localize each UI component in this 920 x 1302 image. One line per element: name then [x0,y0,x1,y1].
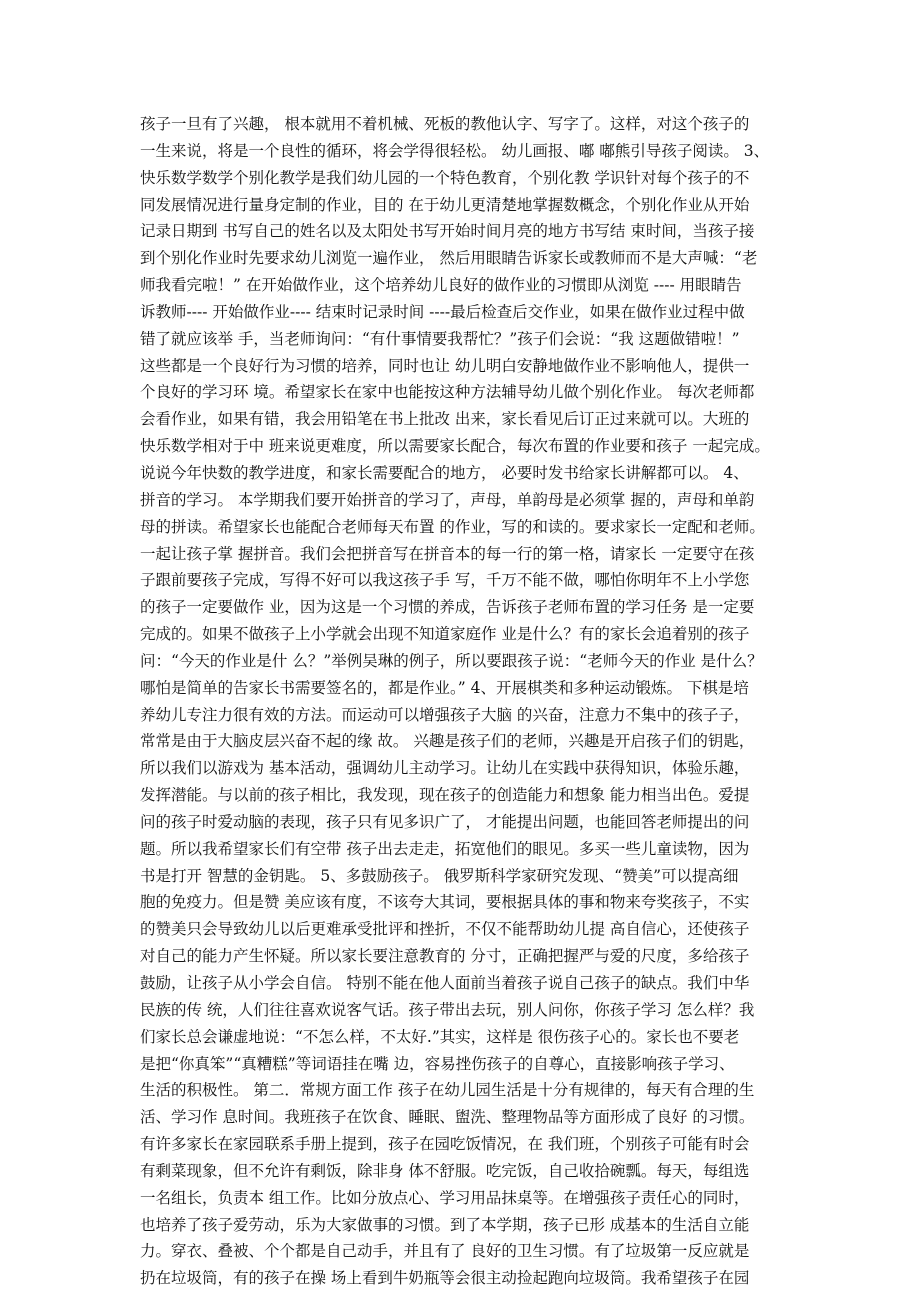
text-line: 胞的免疫力。但是赞 美应该有度，不该夸大其词，要根据具体的事和物来夸奖孩子，不实 [140,893,750,912]
text-line: 孩子一旦有了兴趣， 根本就用不着机械、死板的教他认字、写字了。这样，对这个孩子的 [140,115,750,133]
text-line: 生活的积极性。 第二．常规方面工作 孩子在幼儿园生活是十分有规律的，每天有合理的生 [140,1081,755,1100]
text-line: 力。穿衣、叠被、个个都是自己动手，并且有了 良好的卫生习惯。有了垃圾第一反应就是 [140,1242,750,1261]
text-line: 的孩子一定要做作 业，因为这是一个习惯的养成，告诉孩子老师布置的学习任务 是一定要 [140,598,755,617]
text-line: 民族的传 统，人们往往喜欢说客气话。孩子带出去玩，别人问你，你孩子学习 怎么样？我 [140,1000,755,1019]
text-line: 一起让孩子掌 握拼音。我们会把拼音写在拼音本的每一行的第一格，请家长 一定要守在孩 [140,544,755,563]
text-line: 哪怕是简单的告家长书需要签名的，都是作业。” 4、开展棋类和多种运动锻炼。 下棋是培 [140,678,749,697]
text-line: 活、学习作 息时间。我班孩子在饮食、睡眠、盥洗、整理物品等方面形成了良好 的习惯。 [140,1108,755,1127]
text-line: 对自己的能力产生怀疑。所以家长要注意教育的 分寸，正确把握严与爱的尺度，多给孩子 [140,947,750,966]
text-line: 一生来说，将是一个良性的循环，将会学得很轻松。 幼儿画报、嘟 嘟熊引导孩子阅读。 3、 [140,141,770,160]
text-line: 常常是由于大脑皮层兴奋不起的缘 故。 兴趣是孩子们的老师，兴趣是开启孩子们的钥匙， [140,732,755,751]
text-line: 母的拼读。希望家长也能配合老师每天布置 的作业，写的和读的。要求家长一定配和老师。 [140,517,765,536]
text-line: 同发展情况进行量身定制的作业，目的 在于幼儿更清楚地掌握数概念，个别化作业从开始 [140,195,750,214]
text-line: 扔在垃圾筒，有的孩子在操 场上看到牛奶瓶等会很主动捡起跑向垃圾筒。我希望孩子在园 [140,1269,750,1288]
body-text [140,111,800,1292]
text-line: 们家长总会谦虚地说：“不怎么样，不太好.”其实，这样是 很伤孩子心的。家长也不要老 [140,1027,740,1046]
text-line: 题。所以我希望家长们有空带 孩子出去走走，拓宽他们的眼见。多买一些儿童读物，因为 [140,839,750,858]
text-line: 问的孩子时爱动脑的表现，孩子只有见多识广了， 才能提出问题，也能回答老师提出的问 [140,812,750,831]
text-line: 拼音的学习。 本学期我们要开始拼音的学习了，声母，单韵母是必须掌 握的，声母和单韵 [140,490,755,509]
text-line: 有许多家长在家园联系手册上提到，孩子在园吃饭情况，在 我们班，个别孩子可能有时会 [140,1135,750,1154]
text-line: 养幼儿专注力很有效的方法。而运动可以增强孩子大脑 的兴奋，注意力不集中的孩子子， [140,705,750,724]
text-line: 是把“你真笨”“真糟糕”等词语挂在嘴 边，容易挫伤孩子的自尊心，直接影响孩子学习、 [140,1054,735,1073]
text-line: 鼓励，让孩子从小学会自信。 特别不能在他人面前当着孩子说自己孩子的缺点。我们中华 [140,974,750,992]
text-line: 问：“今天的作业是什 么？”举例吴琳的例子，所以要跟孩子说：“老师今天的作业 是什么？ [140,651,763,670]
text-line: 的赞美只会导致幼儿以后更难承受批评和挫折，不仅不能帮助幼儿提 高自信心，还使孩子 [140,920,750,939]
text-line: 发挥潜能。与以前的孩子相比，我发现，现在孩子的创造能力和想象 能力相当出色。爱提 [140,786,750,805]
text-line: 个良好的学习环 境。希望家长在家中也能按这种方法辅导幼儿做个别化作业。 每次老师都 [140,383,755,402]
text-line: 有剩菜现象，但不允许有剩饭，除非身 体不舒服。吃完饭，自己收拾碗瓢。每天，每组选 [140,1161,750,1180]
text-line: 错了就应该举 手，当老师询问：“有什事情要我帮忙？”孩子们会说：“我 这题做错啦！” [140,329,740,348]
text-line: 诉教师---- 开始做作业---- 结束时记录时间 ----最后检查后交作业，如果在做作业过程中做 [140,302,745,321]
text-line: 所以我们以游戏为 基本活动，强调幼儿主动学习。让幼儿在实践中获得知识，体验乐趣， [140,759,750,778]
text-line: 子跟前要孩子完成，写得不好可以我这孩子手 写，千万不能不做，哪怕你明年不上小学您 [140,571,750,590]
text-line: 师我看完啦！” 在开始做作业，这个培养幼儿良好的做作业的习惯即从浏览 ---- 用眼睛告 [140,276,742,295]
text-line: 快乐数学数学个别化教学是我们幼儿园的一个特色教育，个别化教 学识针对每个孩子的不 [140,168,750,187]
text-line: 这些都是一个良好行为习惯的培养，同时也让 幼儿明白安静地做作业不影响他人，提供一 [140,356,750,375]
text-line: 记录日期到 书写自己的姓名以及太阳处书写开始时间月亮的地方书写结 束时间，当孩子接 [140,222,755,241]
text-line: 会看作业，如果有错，我会用铅笔在书上批改 出来，家长看见后订正过来就可以。大班的 [140,410,750,429]
text-line: 也培养了孩子爱劳动，乐为大家做事的习惯。到了本学期，孩子已形 成基本的生活自立能 [140,1215,750,1234]
text-line: 一名组长，负责本 组工作。比如分放点心、学习用品抹桌等。在增强孩子责任心的同时， [140,1188,750,1207]
text-line: 完成的。如果不做孩子上小学就会出现不知道家庭作 业是什么？有的家长会追着别的孩子 [140,625,750,644]
text-line: 书是打开 智慧的金钥匙。 5、多鼓励孩子。 俄罗斯科学家研究发现、“赞美”可以提高细 [140,866,739,885]
text-line: 到个别化作业时先要求幼儿浏览一遍作业， 然后用眼睛告诉家长或教师而不是大声喊：“老 [140,249,758,268]
text-line: 说说今年快数的教学进度，和家长需要配合的地方， 必要时发书给家长讲解都可以。 4、 [140,463,749,482]
text-line: 快乐数学相对于中 班来说更难度，所以需要家长配合，每次布置的作业要和孩子 一起完成。 [140,437,770,456]
